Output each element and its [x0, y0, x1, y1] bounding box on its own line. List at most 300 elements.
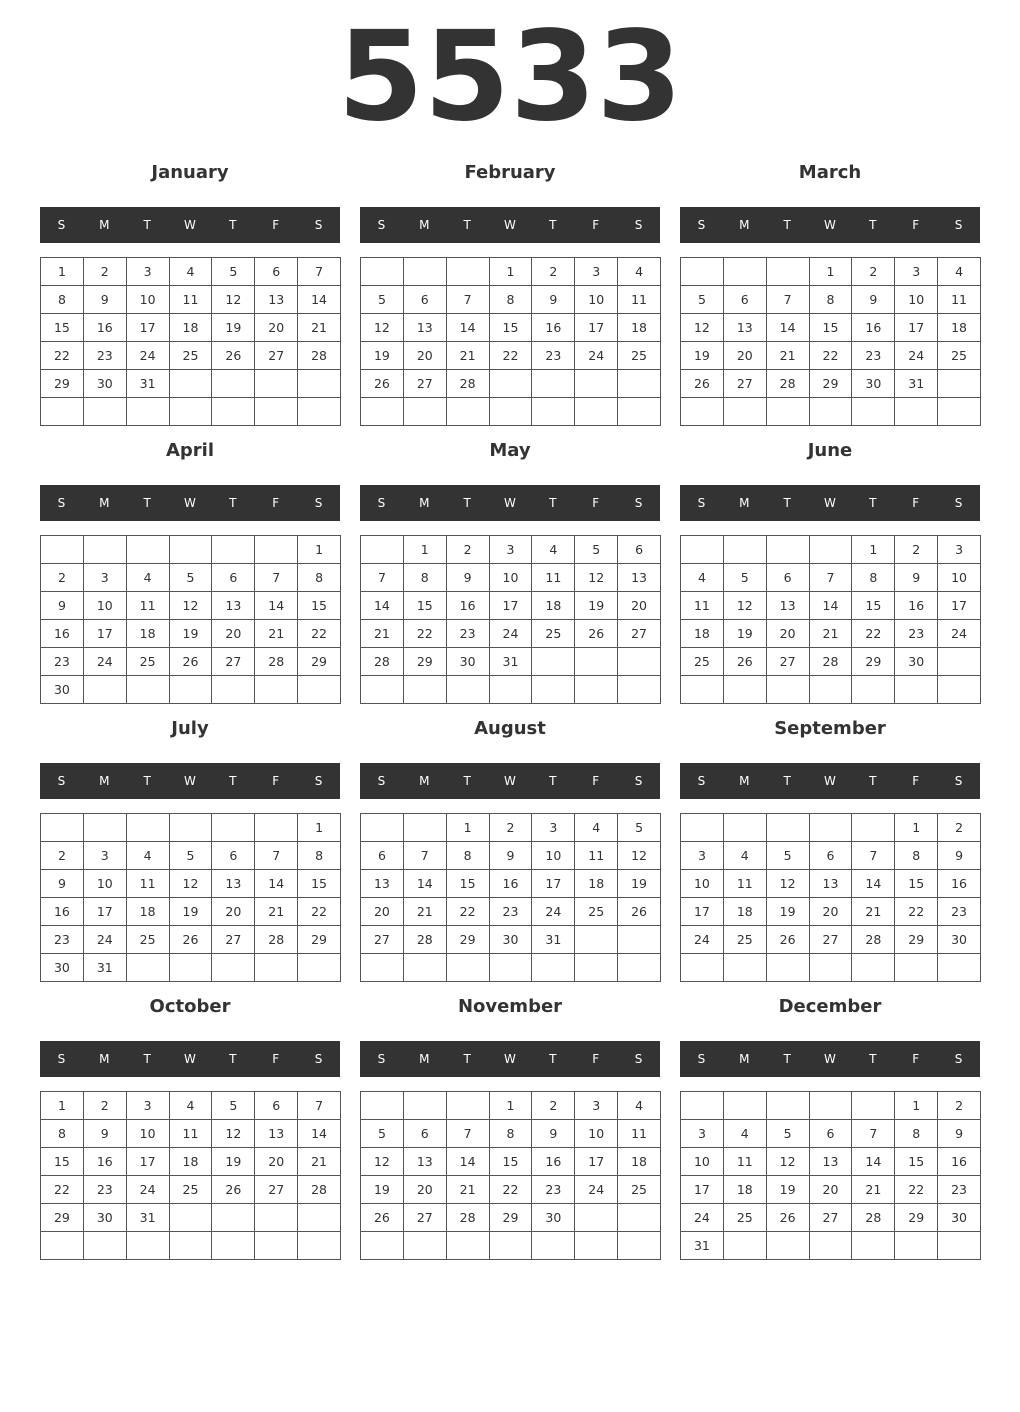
empty-cell	[724, 398, 767, 426]
day-cell: 19	[575, 592, 618, 620]
day-cell: 21	[767, 342, 810, 370]
day-cell: 28	[852, 1204, 895, 1232]
empty-cell	[212, 1232, 255, 1260]
empty-cell	[618, 398, 661, 426]
weekday-label: T	[869, 496, 877, 510]
day-cell: 31	[532, 926, 575, 954]
empty-cell	[361, 258, 404, 286]
day-cell: 9	[41, 592, 84, 620]
day-cell: 20	[618, 592, 661, 620]
day-cell: 5	[212, 258, 255, 286]
weekday-label: T	[229, 1052, 237, 1066]
day-cell: 25	[575, 898, 618, 926]
empty-cell	[724, 258, 767, 286]
day-cell: 23	[938, 1176, 981, 1204]
empty-cell	[852, 954, 895, 982]
weekday-label: S	[697, 1052, 706, 1066]
empty-cell	[447, 1092, 490, 1120]
weekday-header	[40, 763, 340, 799]
day-cell: 24	[490, 620, 533, 648]
day-cell: 26	[212, 1176, 255, 1204]
weekday-label: S	[57, 496, 66, 510]
weekday-label: S	[57, 774, 66, 788]
empty-cell	[404, 1232, 447, 1260]
day-cell: 4	[724, 842, 767, 870]
day-cell: 8	[41, 1120, 84, 1148]
empty-cell	[532, 648, 575, 676]
weekday-label: T	[783, 496, 791, 510]
empty-cell	[618, 954, 661, 982]
day-cell: 1	[490, 258, 533, 286]
empty-cell	[298, 398, 341, 426]
day-cell: 6	[255, 258, 298, 286]
day-cell: 14	[255, 592, 298, 620]
weekday-label: T	[229, 774, 237, 788]
weekday-label: M	[739, 774, 750, 788]
empty-cell	[170, 398, 213, 426]
empty-cell	[532, 676, 575, 704]
day-cell: 9	[895, 564, 938, 592]
day-cell: 7	[810, 564, 853, 592]
day-cell: 20	[404, 1176, 447, 1204]
weekday-header	[360, 1041, 660, 1077]
day-cell: 23	[532, 1176, 575, 1204]
day-grid	[40, 813, 341, 982]
month-name: June	[807, 440, 853, 461]
empty-cell	[681, 814, 724, 842]
day-grid	[360, 535, 661, 704]
weekday-label: S	[634, 496, 643, 510]
weekday-label: W	[184, 1052, 196, 1066]
day-cell: 13	[810, 1148, 853, 1176]
day-cell: 19	[212, 1148, 255, 1176]
day-cell: 13	[361, 870, 404, 898]
day-cell: 13	[212, 592, 255, 620]
weekday-label: M	[739, 1052, 750, 1066]
day-cell: 2	[84, 1092, 127, 1120]
day-cell: 2	[447, 536, 490, 564]
empty-cell	[84, 398, 127, 426]
day-cell: 22	[895, 1176, 938, 1204]
empty-cell	[895, 1232, 938, 1260]
day-cell: 25	[724, 926, 767, 954]
weekday-label: T	[783, 774, 791, 788]
day-cell: 1	[895, 814, 938, 842]
day-cell: 25	[938, 342, 981, 370]
day-cell: 17	[938, 592, 981, 620]
day-cell: 21	[810, 620, 853, 648]
day-cell: 26	[361, 370, 404, 398]
empty-cell	[810, 814, 853, 842]
empty-cell	[84, 1232, 127, 1260]
empty-cell	[852, 398, 895, 426]
weekday-label: M	[419, 774, 430, 788]
day-cell: 9	[490, 842, 533, 870]
weekday-label: T	[549, 774, 557, 788]
day-cell: 25	[170, 1176, 213, 1204]
day-cell: 15	[852, 592, 895, 620]
day-cell: 8	[41, 286, 84, 314]
weekday-label: W	[824, 496, 836, 510]
empty-cell	[447, 676, 490, 704]
day-cell: 6	[212, 842, 255, 870]
day-grid	[680, 535, 981, 704]
empty-cell	[212, 814, 255, 842]
day-cell: 19	[170, 620, 213, 648]
day-cell: 4	[724, 1120, 767, 1148]
day-cell: 27	[810, 1204, 853, 1232]
empty-cell	[938, 398, 981, 426]
day-cell: 20	[212, 898, 255, 926]
day-cell: 15	[41, 314, 84, 342]
day-cell: 28	[298, 342, 341, 370]
empty-cell	[127, 814, 170, 842]
day-cell: 26	[767, 926, 810, 954]
weekday-label: S	[314, 218, 323, 232]
day-cell: 1	[298, 536, 341, 564]
day-cell: 7	[255, 842, 298, 870]
day-cell: 30	[84, 370, 127, 398]
day-cell: 27	[255, 342, 298, 370]
day-cell: 24	[127, 1176, 170, 1204]
day-cell: 10	[532, 842, 575, 870]
day-cell: 27	[404, 1204, 447, 1232]
day-cell: 8	[298, 842, 341, 870]
weekday-label: T	[549, 496, 557, 510]
day-cell: 3	[681, 842, 724, 870]
day-cell: 14	[852, 870, 895, 898]
day-grid	[40, 1091, 341, 1260]
weekday-label: F	[912, 496, 920, 510]
empty-cell	[298, 954, 341, 982]
empty-cell	[84, 536, 127, 564]
day-cell: 5	[681, 286, 724, 314]
month-name: September	[774, 718, 886, 739]
day-cell: 1	[404, 536, 447, 564]
day-cell: 5	[618, 814, 661, 842]
day-cell: 29	[895, 1204, 938, 1232]
day-cell: 14	[447, 314, 490, 342]
day-cell: 7	[298, 258, 341, 286]
day-cell: 13	[404, 1148, 447, 1176]
day-cell: 16	[41, 620, 84, 648]
empty-cell	[938, 1232, 981, 1260]
day-cell: 12	[212, 286, 255, 314]
day-cell: 21	[361, 620, 404, 648]
day-cell: 10	[575, 286, 618, 314]
weekday-label: S	[697, 218, 706, 232]
day-cell: 31	[84, 954, 127, 982]
day-cell: 4	[938, 258, 981, 286]
day-cell: 26	[361, 1204, 404, 1232]
day-cell: 24	[681, 1204, 724, 1232]
day-cell: 1	[490, 1092, 533, 1120]
day-cell: 23	[938, 898, 981, 926]
month-name: April	[165, 440, 215, 461]
day-cell: 18	[532, 592, 575, 620]
day-cell: 22	[447, 898, 490, 926]
day-cell: 26	[681, 370, 724, 398]
day-cell: 17	[127, 1148, 170, 1176]
day-cell: 28	[255, 648, 298, 676]
day-cell: 9	[852, 286, 895, 314]
weekday-label: M	[99, 774, 110, 788]
day-cell: 11	[127, 870, 170, 898]
day-cell: 9	[41, 870, 84, 898]
day-cell: 5	[361, 1120, 404, 1148]
day-cell: 1	[810, 258, 853, 286]
weekday-label: F	[592, 496, 600, 510]
weekday-label: T	[463, 218, 471, 232]
day-cell: 11	[532, 564, 575, 592]
day-cell: 17	[532, 870, 575, 898]
day-cell: 13	[724, 314, 767, 342]
day-cell: 27	[404, 370, 447, 398]
day-cell: 3	[532, 814, 575, 842]
day-cell: 25	[618, 342, 661, 370]
empty-cell	[490, 676, 533, 704]
day-cell: 31	[127, 1204, 170, 1232]
day-cell: 28	[447, 370, 490, 398]
day-cell: 5	[212, 1092, 255, 1120]
empty-cell	[575, 398, 618, 426]
day-cell: 15	[490, 1148, 533, 1176]
empty-cell	[170, 1232, 213, 1260]
day-cell: 1	[447, 814, 490, 842]
day-cell: 4	[127, 564, 170, 592]
day-cell: 1	[298, 814, 341, 842]
day-cell: 7	[361, 564, 404, 592]
day-cell: 11	[170, 286, 213, 314]
day-cell: 11	[618, 1120, 661, 1148]
day-cell: 14	[447, 1148, 490, 1176]
empty-cell	[404, 814, 447, 842]
day-cell: 8	[810, 286, 853, 314]
day-cell: 8	[404, 564, 447, 592]
day-cell: 15	[298, 592, 341, 620]
day-cell: 9	[84, 1120, 127, 1148]
day-cell: 2	[84, 258, 127, 286]
empty-cell	[938, 676, 981, 704]
empty-cell	[490, 954, 533, 982]
empty-cell	[895, 954, 938, 982]
day-cell: 4	[170, 1092, 213, 1120]
day-cell: 24	[575, 342, 618, 370]
day-cell: 13	[255, 1120, 298, 1148]
weekday-label: S	[954, 1052, 963, 1066]
empty-cell	[767, 398, 810, 426]
empty-cell	[767, 1092, 810, 1120]
empty-cell	[575, 1232, 618, 1260]
day-cell: 19	[618, 870, 661, 898]
day-cell: 20	[361, 898, 404, 926]
day-cell: 27	[255, 1176, 298, 1204]
empty-cell	[361, 1232, 404, 1260]
day-cell: 13	[767, 592, 810, 620]
weekday-label: S	[697, 496, 706, 510]
day-cell: 12	[212, 1120, 255, 1148]
empty-cell	[575, 676, 618, 704]
day-cell: 1	[41, 1092, 84, 1120]
day-cell: 11	[681, 592, 724, 620]
weekday-label: S	[634, 218, 643, 232]
month-name: August	[474, 718, 546, 739]
day-cell: 3	[895, 258, 938, 286]
weekday-header	[360, 207, 660, 243]
weekday-label: T	[463, 774, 471, 788]
day-cell: 1	[895, 1092, 938, 1120]
empty-cell	[255, 1204, 298, 1232]
day-cell: 30	[938, 1204, 981, 1232]
day-cell: 16	[895, 592, 938, 620]
month-name: October	[149, 996, 231, 1017]
day-cell: 14	[404, 870, 447, 898]
day-cell: 19	[767, 1176, 810, 1204]
day-cell: 9	[938, 1120, 981, 1148]
day-cell: 4	[618, 1092, 661, 1120]
empty-cell	[681, 954, 724, 982]
day-cell: 15	[810, 314, 853, 342]
empty-cell	[724, 1232, 767, 1260]
day-cell: 17	[575, 1148, 618, 1176]
weekday-label: S	[377, 774, 386, 788]
day-cell: 14	[810, 592, 853, 620]
day-cell: 13	[404, 314, 447, 342]
day-cell: 30	[532, 1204, 575, 1232]
empty-cell	[681, 258, 724, 286]
day-cell: 12	[681, 314, 724, 342]
day-cell: 31	[127, 370, 170, 398]
day-cell: 6	[724, 286, 767, 314]
weekday-label: T	[783, 1052, 791, 1066]
day-cell: 24	[84, 648, 127, 676]
weekday-label: S	[954, 496, 963, 510]
day-cell: 18	[170, 1148, 213, 1176]
day-cell: 22	[852, 620, 895, 648]
empty-cell	[575, 370, 618, 398]
weekday-label: F	[272, 496, 280, 510]
empty-cell	[852, 814, 895, 842]
empty-cell	[212, 954, 255, 982]
day-cell: 7	[852, 1120, 895, 1148]
weekday-header	[40, 1041, 340, 1077]
empty-cell	[84, 814, 127, 842]
day-cell: 25	[170, 342, 213, 370]
day-cell: 30	[895, 648, 938, 676]
weekday-label: S	[634, 1052, 643, 1066]
weekday-label: S	[57, 1052, 66, 1066]
empty-cell	[490, 1232, 533, 1260]
day-cell: 12	[361, 314, 404, 342]
day-cell: 24	[127, 342, 170, 370]
weekday-label: F	[912, 774, 920, 788]
day-cell: 29	[41, 1204, 84, 1232]
empty-cell	[298, 1232, 341, 1260]
day-cell: 22	[810, 342, 853, 370]
day-cell: 28	[404, 926, 447, 954]
weekday-label: W	[824, 1052, 836, 1066]
day-cell: 18	[170, 314, 213, 342]
day-cell: 29	[810, 370, 853, 398]
day-cell: 14	[767, 314, 810, 342]
day-cell: 27	[361, 926, 404, 954]
day-cell: 6	[810, 842, 853, 870]
day-cell: 20	[255, 1148, 298, 1176]
empty-cell	[490, 398, 533, 426]
weekday-label: T	[869, 1052, 877, 1066]
empty-cell	[127, 676, 170, 704]
empty-cell	[681, 398, 724, 426]
month-name: February	[464, 162, 556, 183]
empty-cell	[532, 1232, 575, 1260]
day-cell: 5	[575, 536, 618, 564]
empty-cell	[810, 954, 853, 982]
day-cell: 29	[895, 926, 938, 954]
empty-cell	[767, 954, 810, 982]
weekday-label: F	[912, 218, 920, 232]
day-cell: 16	[938, 870, 981, 898]
weekday-header	[680, 207, 980, 243]
day-grid	[360, 1091, 661, 1260]
empty-cell	[41, 536, 84, 564]
day-cell: 28	[447, 1204, 490, 1232]
day-cell: 12	[618, 842, 661, 870]
day-cell: 26	[575, 620, 618, 648]
day-cell: 31	[895, 370, 938, 398]
day-cell: 10	[895, 286, 938, 314]
day-cell: 5	[767, 842, 810, 870]
weekday-header	[40, 207, 340, 243]
day-cell: 21	[298, 314, 341, 342]
empty-cell	[532, 398, 575, 426]
weekday-label: T	[229, 218, 237, 232]
day-cell: 24	[84, 926, 127, 954]
day-cell: 22	[490, 342, 533, 370]
empty-cell	[361, 1092, 404, 1120]
weekday-label: S	[314, 496, 323, 510]
empty-cell	[361, 814, 404, 842]
empty-cell	[170, 676, 213, 704]
day-cell: 2	[41, 842, 84, 870]
weekday-label: M	[99, 1052, 110, 1066]
day-cell: 22	[41, 1176, 84, 1204]
day-cell: 10	[938, 564, 981, 592]
day-cell: 28	[361, 648, 404, 676]
day-cell: 6	[404, 1120, 447, 1148]
weekday-label: W	[184, 774, 196, 788]
day-cell: 20	[810, 898, 853, 926]
empty-cell	[681, 1092, 724, 1120]
day-cell: 8	[490, 286, 533, 314]
empty-cell	[404, 398, 447, 426]
day-cell: 29	[404, 648, 447, 676]
day-cell: 2	[938, 1092, 981, 1120]
day-cell: 21	[255, 898, 298, 926]
day-cell: 10	[127, 1120, 170, 1148]
empty-cell	[938, 370, 981, 398]
empty-cell	[361, 954, 404, 982]
day-cell: 28	[852, 926, 895, 954]
day-cell: 18	[618, 314, 661, 342]
day-cell: 27	[212, 648, 255, 676]
empty-cell	[170, 1204, 213, 1232]
day-cell: 15	[895, 870, 938, 898]
day-cell: 25	[127, 648, 170, 676]
empty-cell	[170, 814, 213, 842]
empty-cell	[575, 648, 618, 676]
empty-cell	[127, 536, 170, 564]
day-cell: 30	[84, 1204, 127, 1232]
